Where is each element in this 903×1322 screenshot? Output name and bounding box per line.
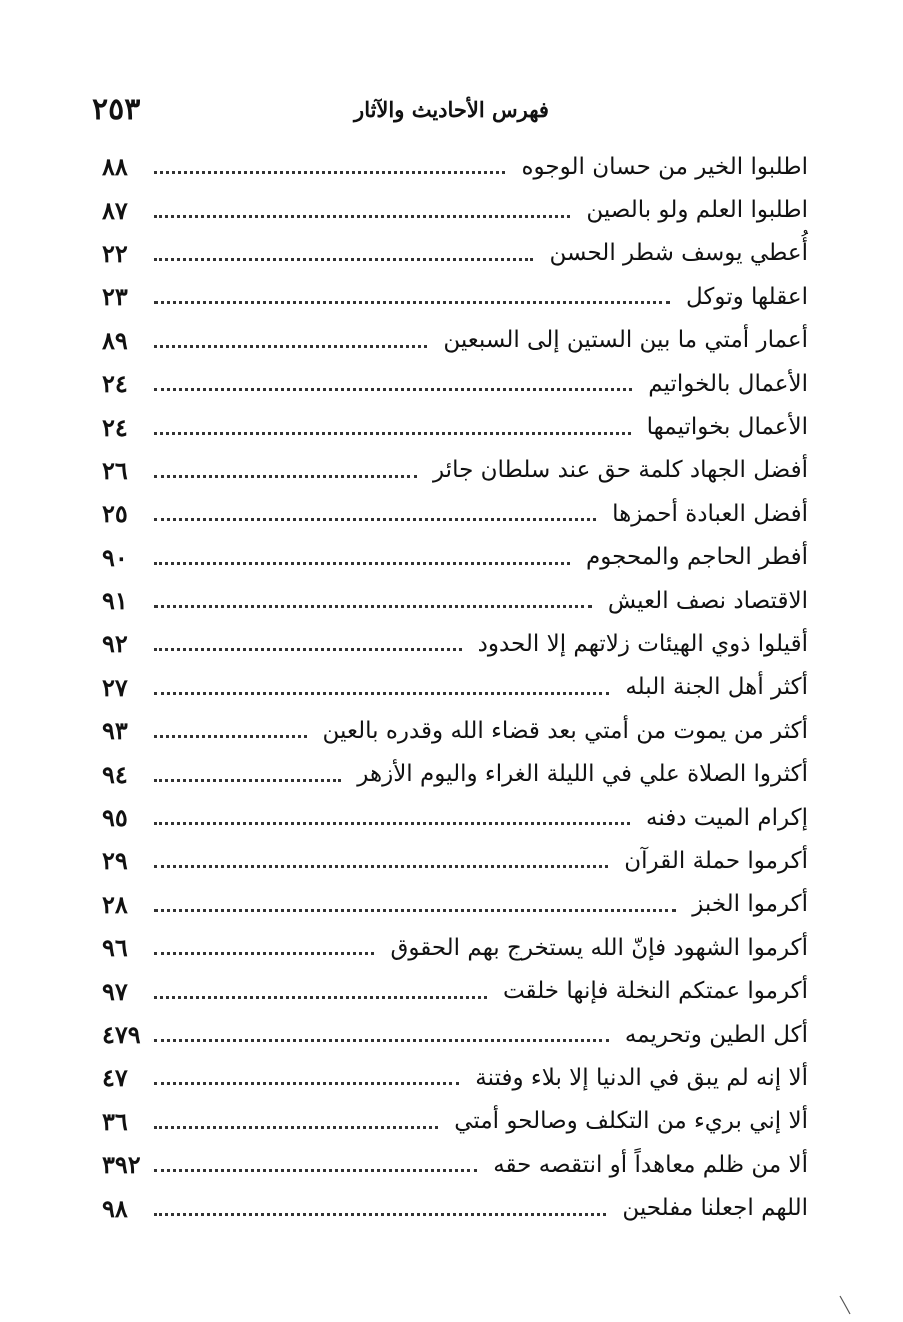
entry-text: اطلبوا العلم ولو بالصين [586, 197, 808, 224]
index-entry [102, 449, 808, 492]
index-entry [102, 319, 808, 362]
index-entry [102, 492, 808, 535]
dot-leader [154, 258, 533, 261]
dot-leader [154, 562, 570, 565]
index-entry [102, 1056, 808, 1099]
dot-leader [154, 388, 632, 391]
entry-text: أفضل العبادة أحمزها [612, 500, 808, 527]
dot-leader [154, 518, 596, 521]
entry-page-number: ٤٧٩ [102, 1020, 141, 1049]
dot-leader [154, 952, 374, 955]
entry-text: أكرموا عمتكم النخلة فإنها خلقت [502, 978, 808, 1005]
entry-text: اعقلها وتوكل [685, 283, 808, 310]
index-entry [102, 926, 808, 969]
entry-text: أكل الطين وتحريمه [624, 1021, 808, 1048]
index-entry [102, 362, 808, 405]
entry-page-number: ٢٩ [102, 846, 128, 876]
entry-text: أكثروا الصلاة علي في الليلة الغراء واليوم الأزهر [357, 761, 808, 788]
entry-page-number: ٢٤ [102, 369, 128, 399]
index-entry [102, 666, 808, 709]
entry-text: أكرموا الشهود فإنّ الله يستخرج بهم الحقوق [390, 934, 808, 961]
entry-text: أعمار أمتي ما بين الستين إلى السبعين [443, 327, 808, 354]
entry-page-number: ٩٠ [102, 542, 128, 572]
entry-text: ألا إني بريء من التكلف وصالحو أمتي [454, 1108, 808, 1135]
entry-page-number: ٩٤ [102, 759, 128, 789]
entry-page-number: ٢٤ [102, 412, 128, 442]
index-entry [102, 536, 808, 579]
entry-page-number: ٨٨ [102, 152, 128, 182]
dot-leader [154, 1082, 459, 1085]
dot-leader [154, 605, 592, 608]
dot-leader [154, 865, 608, 868]
entry-page-number: ٨٧ [102, 195, 128, 225]
dot-leader [154, 1039, 609, 1042]
entry-text: اللهم اجعلنا مفلحين [622, 1195, 808, 1222]
entry-text: أفضل الجهاد كلمة حق عند سلطان جائر [432, 457, 808, 484]
index-entry [102, 796, 808, 839]
dot-leader [154, 648, 462, 651]
index-entry [102, 1013, 808, 1056]
entry-text: أُعطي يوسف شطر الحسن [549, 240, 808, 267]
dot-leader [154, 345, 427, 348]
dot-leader [154, 1126, 438, 1129]
entry-text: أكثر من يموت من أمتي بعد قضاء الله وقدره بالعين [322, 717, 808, 744]
entry-page-number: ٩٧ [102, 976, 128, 1006]
entry-page-number: ٢٥ [102, 499, 128, 529]
entry-text: أقيلوا ذوي الهيئات زلاتهم إلا الحدود [477, 630, 808, 657]
entry-page-number: ٣٩٢ [102, 1150, 141, 1180]
entry-page-number: ٢٢ [102, 238, 128, 268]
index-entry [102, 709, 808, 752]
running-title: فهرس الأحاديث والآثار [354, 97, 549, 122]
index-entry [102, 1186, 808, 1229]
dot-leader [154, 171, 505, 174]
index-entry [102, 1143, 808, 1186]
page-number: ٢٥٣ [92, 92, 141, 127]
index-entry [102, 405, 808, 448]
entry-page-number: ٤٧ [102, 1063, 128, 1093]
dot-leader [154, 432, 631, 435]
entry-text: أفطر الحاجم والمحجوم [586, 544, 808, 571]
dot-leader [154, 475, 417, 478]
entry-text: أكرموا الخبز [692, 891, 808, 918]
dot-leader [154, 692, 609, 695]
entry-page-number: ٩٣ [102, 716, 128, 746]
index-entry [102, 622, 808, 665]
entry-text: الأعمال بخواتيمها [646, 414, 808, 441]
entry-page-number: ٩٦ [102, 933, 128, 963]
entry-page-number: ٢٦ [102, 455, 128, 485]
index-entry [102, 969, 808, 1012]
page-header [92, 90, 811, 130]
index-entry [102, 232, 808, 275]
entry-page-number: ٩٨ [102, 1193, 128, 1223]
dot-leader [154, 1213, 606, 1216]
entry-text: إكرام الميت دفنه [645, 804, 808, 831]
entry-text: اطلبوا الخير من حسان الوجوه [521, 153, 808, 180]
entry-page-number: ٣٦ [102, 1106, 128, 1136]
index-entry [102, 883, 808, 926]
entry-text: الأعمال بالخواتيم [648, 370, 808, 397]
entry-page-number: ٢٧ [102, 672, 128, 702]
hadith-index-list [102, 145, 808, 1230]
entry-text: ألا من ظلم معاهداً أو انتقصه حقه [493, 1151, 808, 1178]
dot-leader [154, 215, 570, 218]
entry-text: الاقتصاد نصف العيش [607, 587, 808, 614]
entry-page-number: ٢٣ [102, 282, 128, 312]
dot-leader [154, 1169, 477, 1172]
dot-leader [154, 735, 307, 738]
stray-pen-mark [838, 1294, 852, 1316]
dot-leader [154, 301, 670, 304]
entry-page-number: ٢٨ [102, 889, 128, 919]
dot-leader [154, 909, 676, 912]
index-entry [102, 1100, 808, 1143]
index-entry [102, 579, 808, 622]
index-entry [102, 145, 808, 188]
index-entry [102, 839, 808, 882]
index-entry [102, 188, 808, 231]
entry-page-number: ٩٥ [102, 803, 128, 833]
entry-text: ألا إنه لم يبق في الدنيا إلا بلاء وفتنة [475, 1064, 808, 1091]
dot-leader [154, 822, 630, 825]
dot-leader [154, 996, 487, 999]
entry-page-number: ٩١ [102, 586, 128, 616]
dot-leader [154, 779, 341, 782]
index-entry [102, 275, 808, 318]
entry-page-number: ٩٢ [102, 629, 128, 659]
entry-text: أكرموا حملة القرآن [624, 847, 808, 874]
entry-text: أكثر أهل الجنة البله [625, 674, 808, 701]
index-entry [102, 752, 808, 795]
entry-page-number: ٨٩ [102, 325, 128, 355]
